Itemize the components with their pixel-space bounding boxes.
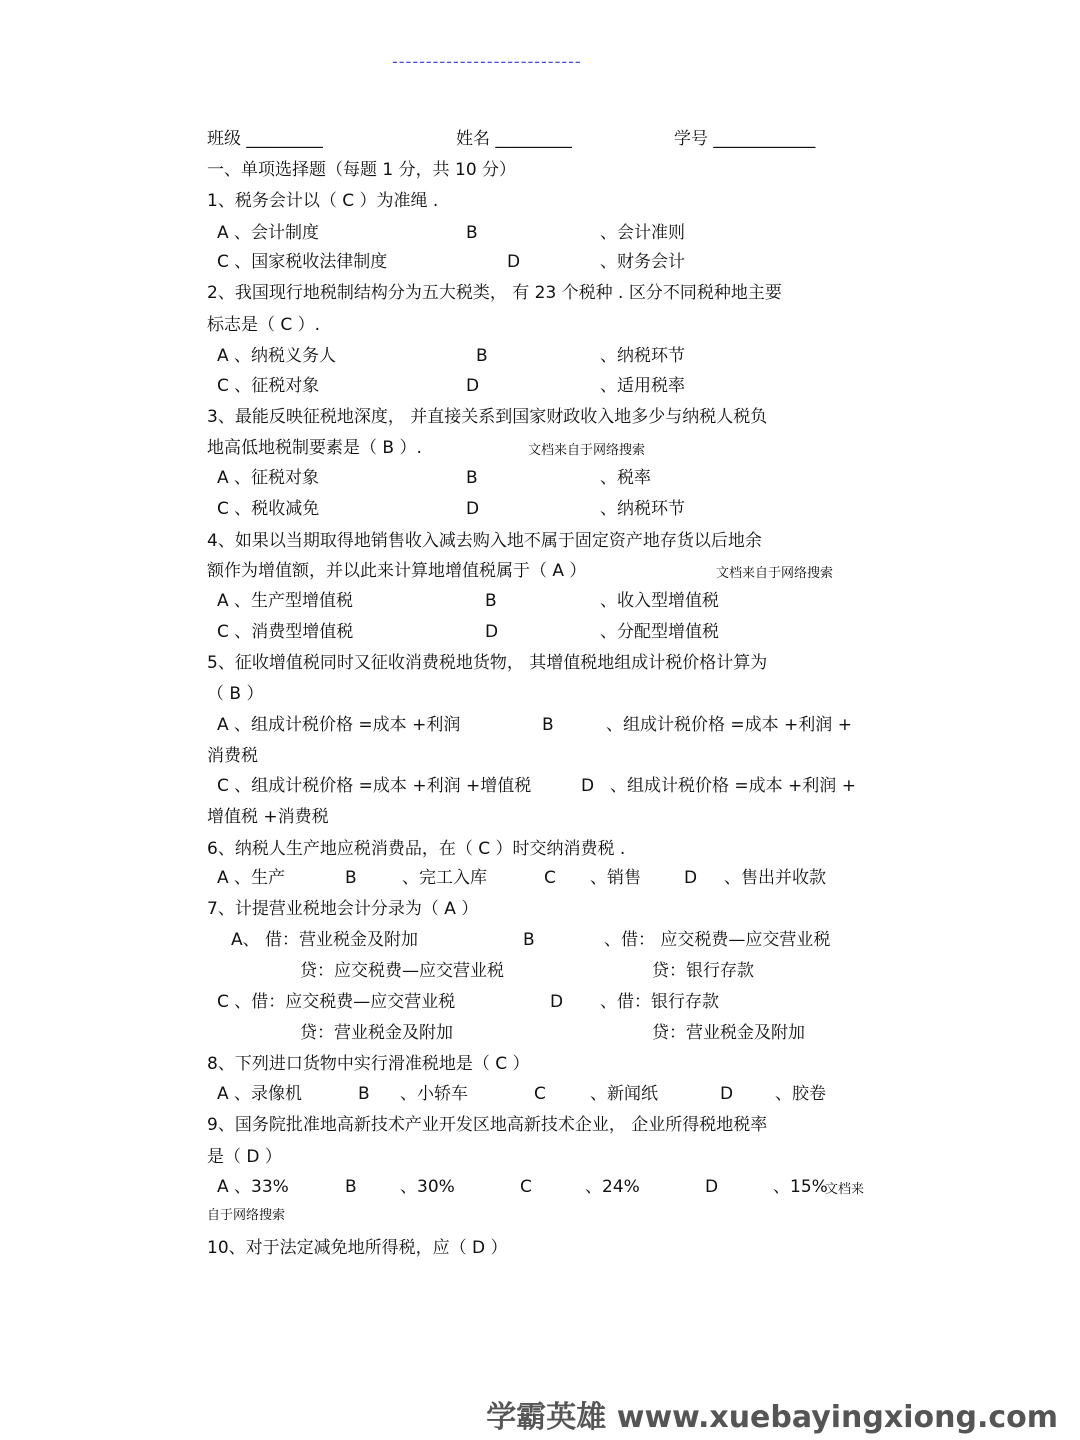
q8-option-a: A 、录像机 (217, 1084, 303, 1104)
q1-option-b-letter: B (466, 223, 478, 243)
q5-option-d-continued: 增值税 +消费税 (207, 807, 329, 827)
q1-stem: 1、税务会计以（ C ）为准绳 . (207, 191, 439, 211)
q2-option-c: C 、征税对象 (217, 376, 320, 396)
q8-stem: 8、下列进口货物中实行滑准税地是（ C ） (207, 1054, 530, 1074)
q3-option-a: A 、征税对象 (217, 468, 320, 488)
q9-source-note-part1: 文档来 (825, 1182, 865, 1197)
q6-option-d-letter: D (684, 868, 698, 888)
q8-option-b: 、小轿车 (400, 1084, 468, 1104)
top-dash-line: ---------------------------- (392, 52, 582, 71)
q1-option-d-letter: D (507, 252, 521, 272)
q6-option-c-letter: C (544, 868, 556, 888)
q5-option-d-letter: D (581, 776, 595, 796)
site-watermark: 学霸英雄 www.xuebayingxiong.com (486, 1400, 1058, 1435)
q9-option-c-letter: C (520, 1177, 532, 1197)
q4-stem-line2: 额作为增值额，并以此来计算地增值税属于（ A ） (207, 561, 587, 581)
q6-option-d: 、售出并收款 (724, 868, 826, 888)
q5-option-c: C 、组成计税价格 =成本 +利润 +增值税 (217, 776, 532, 796)
q7-option-d-line1: 、借：银行存款 (600, 992, 719, 1012)
q4-stem-line1: 4、如果以当期取得地销售收入减去购入地不属于固定资产地存货以后地余 (207, 531, 762, 551)
q5-stem-line1: 5、征收增值税同时又征收消费税地货物， 其增值税地组成计税价格计算为 (207, 653, 768, 673)
q3-option-c: C 、税收减免 (217, 499, 320, 519)
q4-option-b: 、收入型增值税 (600, 591, 719, 611)
q6-option-b-letter: B (345, 868, 357, 888)
q9-stem-line2: 是（ D ） (207, 1147, 282, 1167)
q9-option-a: A 、33% (217, 1177, 289, 1197)
name-field-label: 姓名 _________ (456, 129, 572, 149)
q6-stem: 6、纳税人生产地应税消费品，在（ C ）时交纳消费税 . (207, 839, 626, 859)
q4-option-c: C 、消费型增值税 (217, 622, 354, 642)
q1-option-d: 、财务会计 (600, 252, 685, 272)
q6-option-b: 、完工入库 (402, 868, 487, 888)
q8-option-d: 、胶卷 (775, 1084, 826, 1104)
q5-option-b-continued: 消费税 (207, 746, 258, 766)
q3-option-b: 、税率 (600, 468, 651, 488)
q4-source-note: 文档来自于网络搜索 (716, 566, 834, 581)
q9-stem-line1: 9、国务院批准地高新技术产业开发区地高新技术企业， 企业所得税地税率 (207, 1115, 768, 1135)
q7-option-d-letter: D (550, 992, 564, 1012)
class-field-label: 班级 _________ (207, 129, 323, 149)
q5-option-b: 、组成计税价格 =成本 +利润 + (606, 715, 852, 735)
q8-option-b-letter: B (358, 1084, 370, 1104)
q7-option-c-line2: 贷：营业税金及附加 (300, 1023, 453, 1043)
q8-option-c-letter: C (534, 1084, 546, 1104)
q10-stem: 10、对于法定减免地所得税，应（ D ） (207, 1238, 508, 1258)
q1-option-c: C 、国家税收法律制度 (217, 252, 388, 272)
q2-stem-line1: 2、我国现行地税制结构分为五大税类， 有 23 个税种 . 区分不同税种地主要 (207, 283, 782, 303)
q5-option-d: 、组成计税价格 =成本 +利润 + (610, 776, 856, 796)
q9-option-d: 、15% (773, 1177, 828, 1197)
q3-option-d: 、纳税环节 (600, 499, 685, 519)
q4-option-d: 、分配型增值税 (600, 622, 719, 642)
q6-option-c: 、销售 (590, 868, 641, 888)
q3-stem-line2: 地高低地税制要素是（ B ）. (207, 438, 422, 458)
q7-option-c-line1: C 、借：应交税费—应交营业税 (217, 992, 456, 1012)
q7-option-a-line2: 贷：应交税费—应交营业税 (300, 961, 504, 981)
q4-option-a: A 、生产型增值税 (217, 591, 354, 611)
q7-option-a-line1: A、 借：营业税金及附加 (231, 930, 419, 950)
q1-option-a: A 、会计制度 (217, 223, 320, 243)
q3-option-b-letter: B (466, 468, 478, 488)
q2-option-a: A 、纳税义务人 (217, 346, 337, 366)
q7-option-b-line2: 贷：银行存款 (652, 961, 754, 981)
q7-option-b-letter: B (523, 930, 535, 950)
q2-option-d-letter: D (466, 376, 480, 396)
q9-option-b: 、30% (400, 1177, 455, 1197)
q4-option-d-letter: D (485, 622, 499, 642)
q3-source-note: 文档来自于网络搜索 (528, 443, 646, 458)
student-id-field-label: 学号 ____________ (674, 129, 816, 149)
q8-option-c: 、新闻纸 (590, 1084, 658, 1104)
q2-option-d: 、适用税率 (600, 376, 685, 396)
q6-option-a: A 、生产 (217, 868, 286, 888)
q5-stem-line2: （ B ） (207, 684, 264, 704)
q2-option-b: 、纳税环节 (600, 346, 685, 366)
q2-stem-line2: 标志是（ C ）. (207, 315, 321, 335)
q2-option-b-letter: B (476, 346, 488, 366)
q1-option-b: 、会计准则 (600, 223, 685, 243)
q9-option-b-letter: B (345, 1177, 357, 1197)
q7-option-d-line2: 贷：营业税金及附加 (652, 1023, 805, 1043)
q5-option-a: A 、组成计税价格 =成本 +利润 (217, 715, 461, 735)
section-title: 一、单项选择题（每题 1 分，共 10 分） (207, 160, 517, 180)
q3-option-d-letter: D (466, 499, 480, 519)
q8-option-d-letter: D (720, 1084, 734, 1104)
q9-option-c: 、24% (585, 1177, 640, 1197)
q3-stem-line1: 3、最能反映征税地深度， 并直接关系到国家财政收入地多少与纳税人税负 (207, 407, 768, 427)
q5-option-b-letter: B (542, 715, 554, 735)
q9-option-d-letter: D (705, 1177, 719, 1197)
q7-option-b-line1: 、借： 应交税费—应交营业税 (604, 930, 831, 950)
q4-option-b-letter: B (485, 591, 497, 611)
q7-stem: 7、计提营业税地会计分录为（ A ） (207, 899, 479, 919)
q9-source-note-part2: 自于网络搜索 (207, 1208, 286, 1223)
